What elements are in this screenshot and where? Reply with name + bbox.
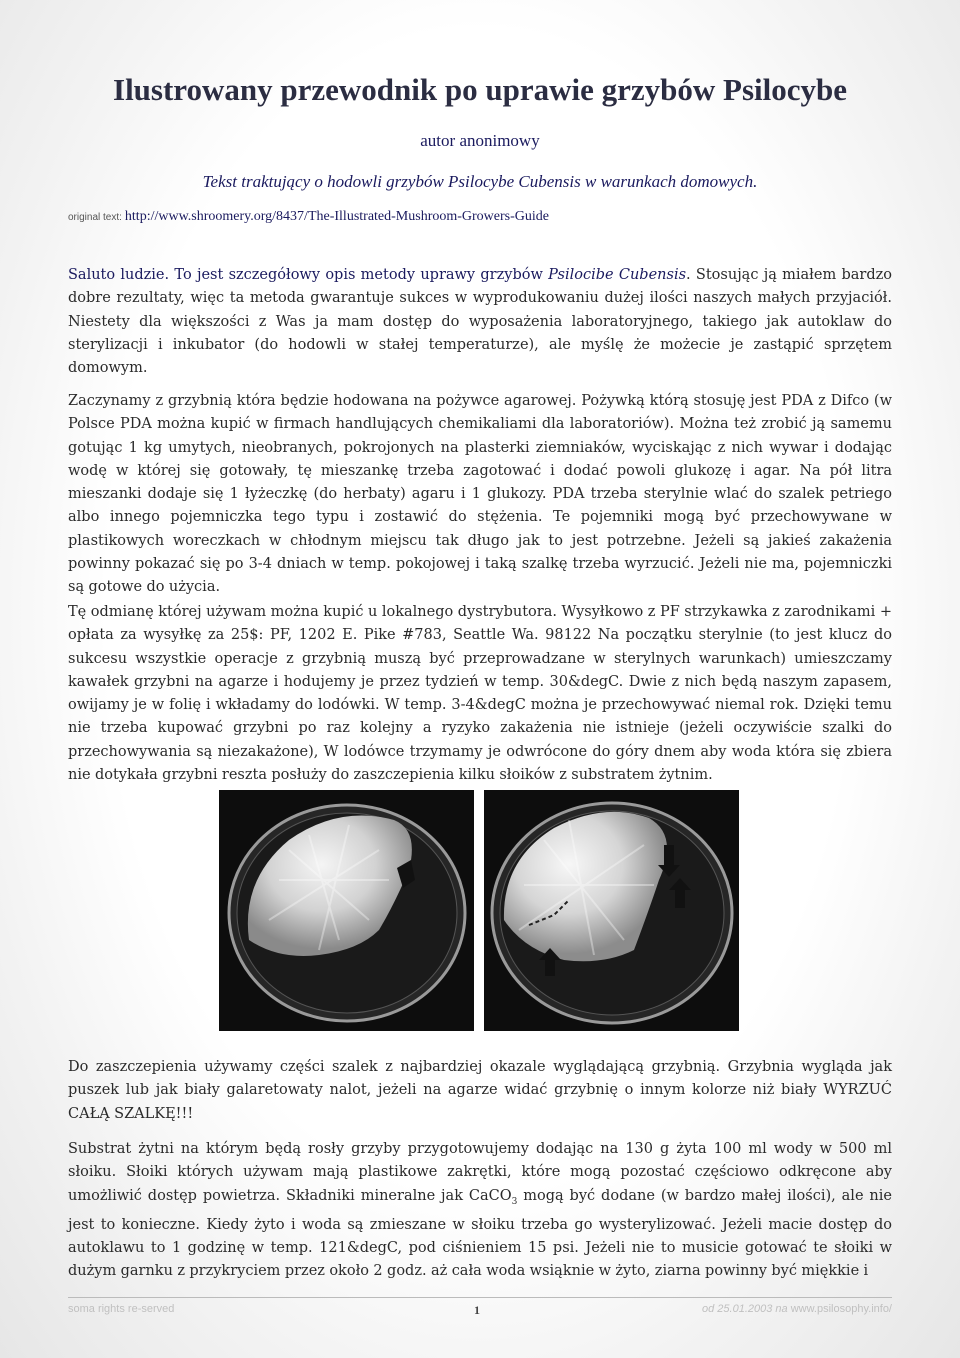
- paragraph-strain: Tę odmianę której używam można kupić u lokalnego dystrybutora. Wysyłkowo z PF strzykawka z zarodnikami + opłata za wysyłkę za 25$: PF, 1202 E. Pike #783, Seattle Wa. 98122 Na początku sterylnie (to jest klucz do sukcesu wszystkie operacje z grzybnią muszą być przeprowadzane w sterylnych warunkach) umieszczamy kawałek grzybni na agarze i hodujemy je przez tydzień w temp. 30&degC. Dwie z nich będą naszym zapasem, owijamy je w folię i wkładamy do lodówki. W temp. 3-4&degC można je przechowywać niemal rok. Dzięki temu nie trzeba kupować grzybni po raz kolejny a ryzyko zakażenia nie istnieje (jeżeli oczywiście szalki do przechowywania są niezakażone), W lodówce trzymamy je odwrócone do góry dnem aby woda która się zbiera nie dotykała grzybni reszta posłuży do zaszczepienia kilku słoików z substratem żytnim.: [68, 604, 892, 784]
- rye-text-b: mogą być dodane (w bardzo małej ilości), ale nie jest to konieczne. Kiedy żyto i woda są zmieszane w słoiku trzeba go wysterylizować. Jeżeli macie dostęp do autoklawu to 1 godzinę w temp. 121&degC, pod ciśnieniem 15 psi. Jeżeli nie to musicie gotować te słoiki w dużym garnku z przykryciem przez około 2 godz. aż cała woda wsiąknie w żyto, ziarna powinny być miękkie i: [68, 1187, 892, 1280]
- source-url: http://www.shroomery.org/8437/The-Illustrated-Mushroom-Growers-Guide: [124, 209, 549, 224]
- source-label: original text:: [68, 212, 122, 223]
- petri-dish-photos: [219, 790, 740, 1031]
- intro-text-b: . Stosując ją miałem bardzo dobre rezultaty, więc ta metoda gwarantuje sukces w wyprodukowaniu dużej ilości naszych małych przyjaciół. Niestety dla większości z Was ja mam dostęp do wyposażenia laboratoryjnego, takiego jak autoklaw do sterylizacji i inkubator (do hodowli w stałej temperaturze), ale myślę że możecie je zastąpić sprzętem domowym.: [68, 267, 892, 377]
- rye-text-a: Substrat żytni na którym będą rosły grzyby przygotowujemy dodając na 130 g żyta 100 ml wody w 500 ml słoiku. Słoiki których używam mają plastikowe zakrętki, które mogą pozostać częściowo odkręcone aby umożliwić dostęp powietrza. Składniki mineralne jak CaCO: [68, 1141, 892, 1204]
- paragraph-agar: Zaczynamy z grzybnią która będzie hodowana na pożywce agarowej. Pożywką którą stosuję jest PDA z Difco (w Polsce PDA można kupić w firmach handlujących chemikaliami dla laboratoriów). Można też zrobić ją samemu gotując 1 kg umytych, nieobranych, pokrojonych na plasterki ziemniaków, wyciskając z nich wywar i dodając wodę w której się gotowały, tę mieszankę trzeba zagotować i dodać powoli glukozę i agar. Na pół litra mieszanki dodaje się 1 łyżeczkę (do herbaty) agaru i 1 glukozy. PDA trzeba sterylnie wlać do szalek petriego albo innego pojemniczka tego typu i zostawić do stężenia. Te pojemniki mogą być przechowywane w plastikowych woreczkach w chłodnym miejscu tak długo jak to jest potrzebne. Jeżeli są jakieś zakażenia powinny pokazać się po 3-4 dniach w temp. pokojowej i taką szalkę trzeba wyrzucić. Jeżeli nie ma, pojemniczki są gotowe do użycia.: [68, 393, 892, 596]
- paragraph-inoculation: Do zaszczepienia używamy części szalek z najbardziej okazale wyglądającą grzybnią. Grzybnia wygląda jak puszek lub jak biały galaretowaty nalot, jeżeli na agarze widać grzybnię o innym kolorze niż biały WYRZUĆ CAŁĄ SZALKĘ!!!: [68, 1059, 892, 1122]
- document-title: Ilustrowany przewodnik po uprawie grzybów Psilocybe: [113, 72, 847, 107]
- source-line: [68, 209, 549, 225]
- paragraph-rye-substrate: [68, 1138, 892, 1280]
- document-subtitle: Tekst traktujący o hodowli grzybów Psilocybe Cubensis w warunkach domowych.: [202, 172, 758, 191]
- footer-date-text: od 25.01.2003 na: [702, 1303, 791, 1315]
- subscript-three: 3: [511, 1196, 518, 1207]
- petri-dish-photo-right: [484, 790, 739, 1031]
- author-line: autor anonimowy: [420, 131, 540, 150]
- intro-species-name: Psilocibe Cubensis: [548, 267, 687, 283]
- intro-text-a: Saluto ludzie. To jest szczegółowy opis metody uprawy grzybów: [68, 267, 549, 283]
- footer-site-link[interactable]: www.psilosophy.info/: [790, 1303, 892, 1315]
- petri-dish-photo-left: [219, 790, 474, 1031]
- page-number: 1: [474, 1303, 480, 1317]
- footer-rights: soma rights re-served: [68, 1303, 175, 1315]
- footer-divider: [68, 1297, 892, 1298]
- paragraph-intro: [68, 264, 892, 380]
- footer-source: [702, 1303, 892, 1315]
